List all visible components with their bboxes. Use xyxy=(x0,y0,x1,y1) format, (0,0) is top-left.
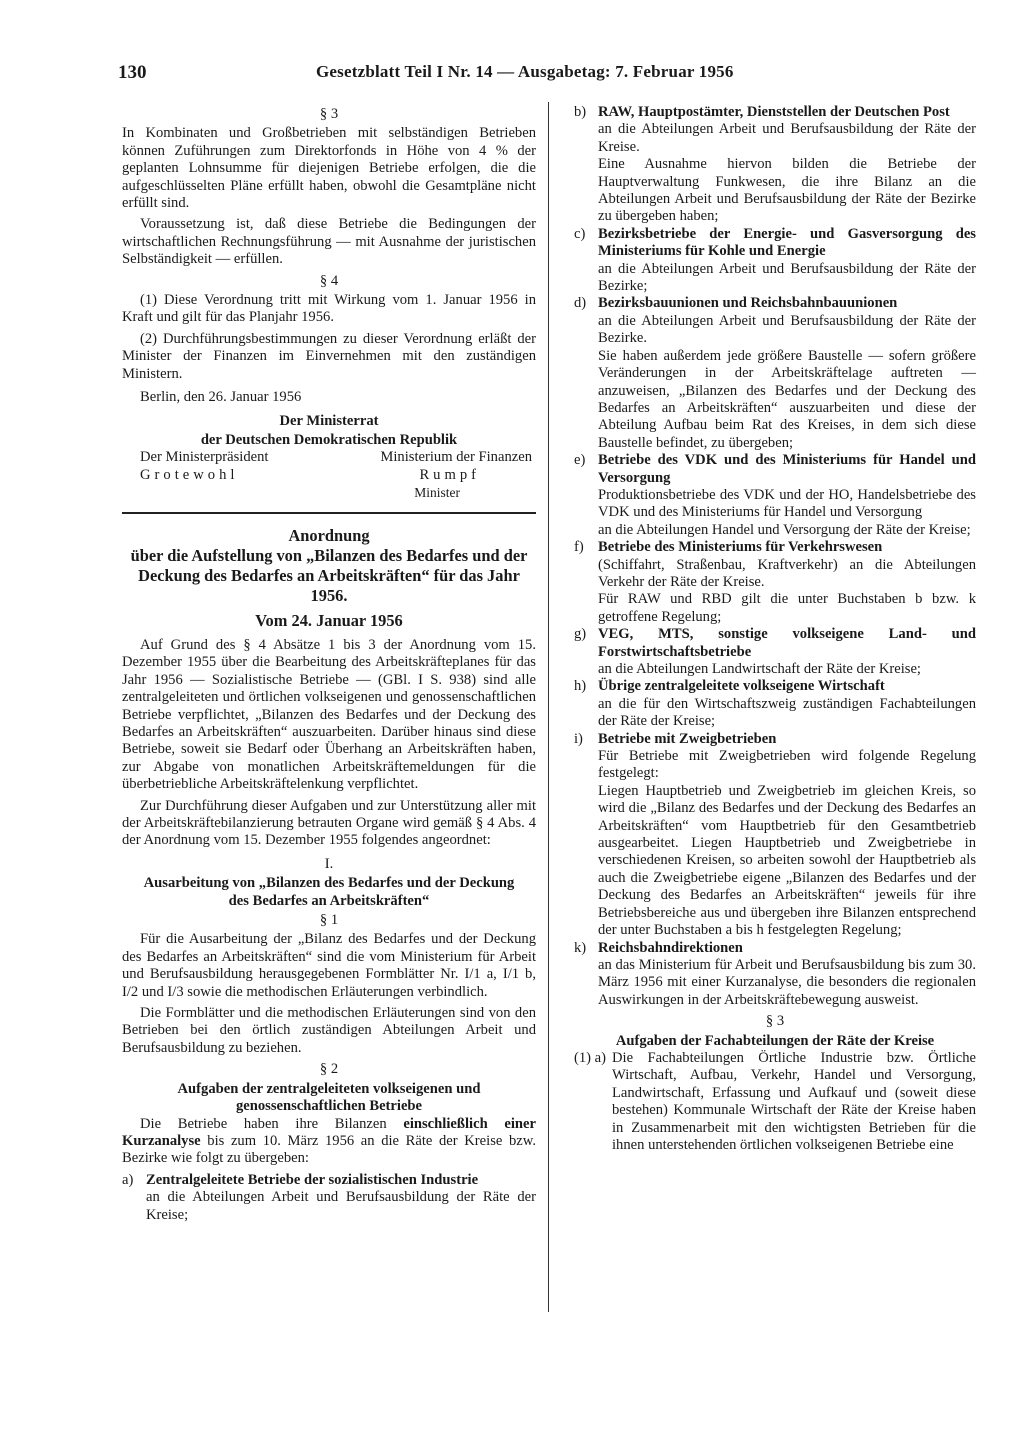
part-1-section-1-paragraph-1: Für die Ausarbeitung der „Bilanz des Bedarfes und der Deckung des Bedarfes an Arbeitskräften“ sind die vom Ministerium für Arbeit und Berufsausbildung herausgegebenen Formblätter Nr. I/1 a, I/1 b, I/2 und I/3 sowie die methodischen Erläuterungen verbindlich. xyxy=(122,931,536,1000)
running-title: Gesetzblatt Teil I Nr. 14 — Ausgabetag: 7. Februar 1956 xyxy=(316,62,734,81)
list-item-heading: Betriebe mit Zweigbetrieben xyxy=(598,730,777,747)
government-line-2: der Deutschen Demokratischen Republik xyxy=(200,431,458,448)
page-header xyxy=(118,62,978,88)
list-item-label: i) xyxy=(574,730,583,747)
list-item-text: (Schiffahrt, Straßenbau, Kraftverkehr) an die Abteilungen Verkehr der Räte der Kreise. xyxy=(598,556,976,590)
part-1-section-2-title: § 2 xyxy=(319,1061,339,1078)
list-item-heading: Bezirksbetriebe der Energie- und Gasversorgung des Ministeriums für Kohle und Energie xyxy=(598,225,976,260)
list-item-body xyxy=(598,626,976,678)
right-section-3-heading: Aufgaben der Fachabteilungen der Räte der Kreise xyxy=(615,1032,935,1049)
list-item-text: Für Betriebe mit Zweigbetrieben wird folgende Regelung festgelegt: xyxy=(598,748,976,782)
signature-left-title: Der Ministerpräsident xyxy=(140,449,269,466)
right-section-3-item xyxy=(574,1050,976,1154)
list-item-d xyxy=(574,295,976,452)
list-item-body xyxy=(598,731,976,940)
list-item-text: an das Ministerium für Arbeit und Berufsausbildung bis zum 30. März 1956 mit einer Kurzanalyse, die besonders die regionalen Auswirkungen in der Arbeitskräftebewegung ausweist. xyxy=(598,956,976,1008)
signature-right-title: Ministerium der Finanzen xyxy=(380,449,532,466)
list-item-heading: Reichsbahndirektionen xyxy=(598,939,743,956)
list-item-label: f) xyxy=(574,539,584,556)
list-item-text: an die Abteilungen Arbeit und Berufsausbildung der Räte der Bezirke; xyxy=(598,260,976,295)
signature-names xyxy=(122,467,536,484)
list-item-text: Produktionsbetriebe des VDK und der HO, Handelsbetriebe des VDK und des Ministeriums für Handel und Versorgung xyxy=(598,486,976,521)
list-item-label: a) xyxy=(122,1171,134,1188)
government-line-1: Der Ministerrat xyxy=(279,412,379,429)
list-item-h xyxy=(574,678,976,730)
list-item-heading: Übrige zentralgeleitete volkseigene Wirtschaft xyxy=(598,678,885,695)
list-item-heading: Betriebe des Ministeriums für Verkehrswesen xyxy=(598,539,883,556)
part-1-section-1-paragraph-2: Die Formblätter und die methodischen Erläuterungen sind von den Betrieben bei den örtlich zuständigen Abteilungen Arbeit und Berufsausbildung zu beziehen. xyxy=(122,1005,536,1056)
list-item-body xyxy=(598,104,976,226)
list-item-text-2: Für RAW und RBD gilt die unter Buchstaben b bzw. k getroffene Regelung; xyxy=(598,591,976,625)
list-item-body xyxy=(598,295,976,452)
ordinance-title-1: Anordnung xyxy=(288,525,370,545)
list-item-body xyxy=(598,539,976,626)
place-date: Berlin, den 26. Januar 1956 xyxy=(140,389,302,406)
left-column xyxy=(122,104,536,1224)
list-item-text-2: Liegen Hauptbetrieb und Zweigbetrieb im gleichen Kreis, so wird die „Bilanz des Bedarfes und der Deckung des Bedarfes an Arbeitskräften“ vom Hauptbetrieb für den Gesamtbetrieb ausgearbeitet. Liegen Hauptbetrieb und Zweigbetriebe in verschiedenen Kreisen, so arbeiten sowohl der Hauptbetrieb als auch die Zweigbetriebe eigene „Bilanzen des Bedarfes und der Deckung des Bedarfes an Arbeitskräften“ jeweils für ihre Betriebsbereiche aus und übergeben ihre Bilanzen entsprechend der unter Buchstaben a bis h festgelegten Regelung; xyxy=(598,782,976,939)
list-item-text: an die Abteilungen Landwirtschaft der Räte der Kreise; xyxy=(598,661,921,677)
list-item-label: c) xyxy=(574,225,586,242)
list-item-b xyxy=(574,104,976,226)
signature-right-role: Minister xyxy=(414,485,460,501)
list-item-body xyxy=(598,940,976,1010)
list-item-i xyxy=(574,731,976,940)
list-item-c xyxy=(574,226,976,296)
list-item-label: g) xyxy=(574,626,587,643)
signature-right-name: Rumpf xyxy=(419,466,480,483)
paragraph-bold: einschließlich einer Kurzanalyse xyxy=(122,1115,536,1149)
list-item-text-2: Eine Ausnahme hiervon bilden die Betriebe der Hauptverwaltung Funkwesen, die ihre Bilanz an die Abteilungen Arbeit und Berufsausbildung der Räte der Bezirke zu übergeben haben; xyxy=(598,156,976,225)
signature-left-name: Grotewohl xyxy=(140,466,239,483)
section-4-paragraph-2: (2) Durchführungsbestimmungen zu dieser Verordnung erläßt der Minister der Finanzen im Einvernehmen mit den zuständigen Ministern. xyxy=(122,330,536,382)
horizontal-rule xyxy=(122,512,536,514)
section-4-paragraph-1: (1) Diese Verordnung tritt mit Wirkung vom 1. Januar 1956 in Kraft und gilt für das Planjahr 1956. xyxy=(122,292,536,326)
list-item-heading: VEG, MTS, sonstige volkseigene Land- und Forstwirtschaftsbetriebe xyxy=(598,626,976,660)
page-number: 130 xyxy=(118,62,147,83)
list-item-text: an die Abteilungen Arbeit und Berufsausbildung der Räte der Kreise. xyxy=(598,121,976,155)
section-3-title: § 3 xyxy=(319,106,339,122)
signature-titles xyxy=(122,449,536,466)
list-item-body xyxy=(146,1172,536,1224)
list-item-heading: Bezirksbauunionen und Reichsbahnbauunionen xyxy=(598,295,898,312)
section-4-title: § 4 xyxy=(319,272,339,289)
list-item-text-2: an die Abteilungen Handel und Versorgung der Räte der Kreise; xyxy=(598,521,971,538)
list-item-k xyxy=(574,940,976,1010)
right-section-3-title: § 3 xyxy=(765,1013,785,1030)
list-item-text: an die Abteilungen Arbeit und Berufsausbildung der Räte der Kreise; xyxy=(146,1189,536,1223)
part-1-section-2-paragraph xyxy=(122,1116,536,1168)
list-item-body xyxy=(598,678,976,730)
list-item-heading: Betriebe des VDK und des Ministeriums für Handel und Versorgung xyxy=(598,452,976,486)
ordinance-date: Vom 24. Januar 1956 xyxy=(255,610,403,630)
part-1-number: I. xyxy=(324,855,334,872)
list-item-heading: RAW, Hauptpostämter, Dienststellen der Deutschen Post xyxy=(598,104,950,120)
ordinance-title-2: über die Aufstellung von „Bilanzen des Bedarfes und der Deckung des Bedarfes an Arbeitskräften“ für das Jahr 1956. xyxy=(130,545,528,605)
part-1-title: Ausarbeitung von „Bilanzen des Bedarfes und der Deckung des Bedarfes an Arbeitskräften“ xyxy=(143,875,515,909)
section-3-paragraph-2: Voraussetzung ist, daß diese Betriebe die Bedingungen der wirtschaftlichen Rechnungsführung — mit Ausnahme der juristischen Selbständigkeit — erfüllen. xyxy=(122,216,536,268)
intro-paragraph-2: Zur Durchführung dieser Aufgaben und zur Unterstützung aller mit der Arbeitskräftebilanzierung betrauten Organe wird gemäß § 4 Abs. 4 der Anordnung vom 15. Dezember 1955 folgendes angeordnet: xyxy=(122,797,536,849)
list-item-label: h) xyxy=(574,678,587,695)
list-item-label: b) xyxy=(574,104,587,120)
paragraph-pre: Die Betriebe haben ihre Bilanzen xyxy=(140,1115,404,1132)
list-item-a xyxy=(122,1172,536,1224)
part-1-section-1-title: § 1 xyxy=(319,912,339,929)
list-item-text: an die Abteilungen Arbeit und Berufsausbildung der Räte der Bezirke. xyxy=(598,312,976,347)
section-3-paragraph-1: In Kombinaten und Großbetrieben mit selbständigen Betrieben können Zuführungen zum Direktorfonds in Höhe von 4 % der geplanten Lohnsumme für diejenigen Betriebe erfolgen, die die aufgeschlüsselten Pläne erfüllt haben, obwohl die Gesamtpläne nicht erfüllt sind. xyxy=(122,125,536,212)
list-item-label: d) xyxy=(574,295,587,312)
intro-paragraph-1: Auf Grund des § 4 Absätze 1 bis 3 der Anordnung vom 15. Dezember 1955 über die Bearbeitung des Arbeitskräfteplanes für das Jahr 1956 — Sozialistische Betriebe — (GBl. I S. 938) sind alle zentralgeleiteten und örtlichen volkseigenen und genossenschaftlichen Betriebe verpflichtet, „Bilanzen des Bedarfes und der Deckung des Bedarfes an Arbeitskräften“ auszuarbeiten. Darüber hinaus sind diese Betriebe, soweit sie Bedarf oder Überhang an Arbeitskräften haben, zur Abgabe von monatlichen Arbeitskräftemeldungen für die überbetriebliche Arbeitskräftelenkung verpflichtet. xyxy=(122,636,536,793)
list-item-f xyxy=(574,539,976,626)
list-item-text: an die für den Wirtschaftszweig zuständigen Fachabteilungen der Räte der Kreise; xyxy=(598,695,976,730)
list-item-label: (1) a) xyxy=(574,1049,607,1066)
paragraph-post: bis zum 10. März 1956 an die Räte der Kreise bzw. Bezirke wie folgt zu übergeben: xyxy=(122,1132,536,1167)
list-item-body xyxy=(598,452,976,539)
list-item-text: Die Fachabteilungen Örtliche Industrie bzw. Örtliche Wirtschaft, Aufbau, Verkehr, Handel und Versorgung, Landwirtschaft, Erfassung und Aufkauf und (soweit diese bestehen) Kommunale Wirtschaft der Räte der Kreise haben in Zusammenarbeit mit den wichtigsten Betrieben für die ihnen unterstehenden örtlichen volkseigenen Betriebe eine xyxy=(612,1049,976,1153)
part-1-section-2-heading: Aufgaben der zentralgeleiteten volkseigenen und genossenschaftlichen Betriebe xyxy=(177,1080,481,1115)
list-item-text-2: Sie haben außerdem jede größere Baustelle — sofern größere Veränderungen in der Arbeitskräftelage auftreten — anzuweisen, „Bilanzen des Bedarfes und der Deckung des Bedarfes an Arbeitskräften“ auszuarbeiten und diese der Abteilung Aufbau beim Rat des Kreises, in dem sich diese Baustelle befindet, zu übergeben; xyxy=(598,347,976,451)
list-item-label: k) xyxy=(574,939,587,956)
right-column xyxy=(574,104,976,1154)
list-item-body xyxy=(598,226,976,296)
list-item-heading: Zentralgeleitete Betriebe der sozialistischen Industrie xyxy=(146,1171,479,1188)
list-item-label: e) xyxy=(574,452,586,469)
column-divider xyxy=(548,102,549,1312)
list-item-g xyxy=(574,626,976,678)
list-item-e xyxy=(574,452,976,539)
